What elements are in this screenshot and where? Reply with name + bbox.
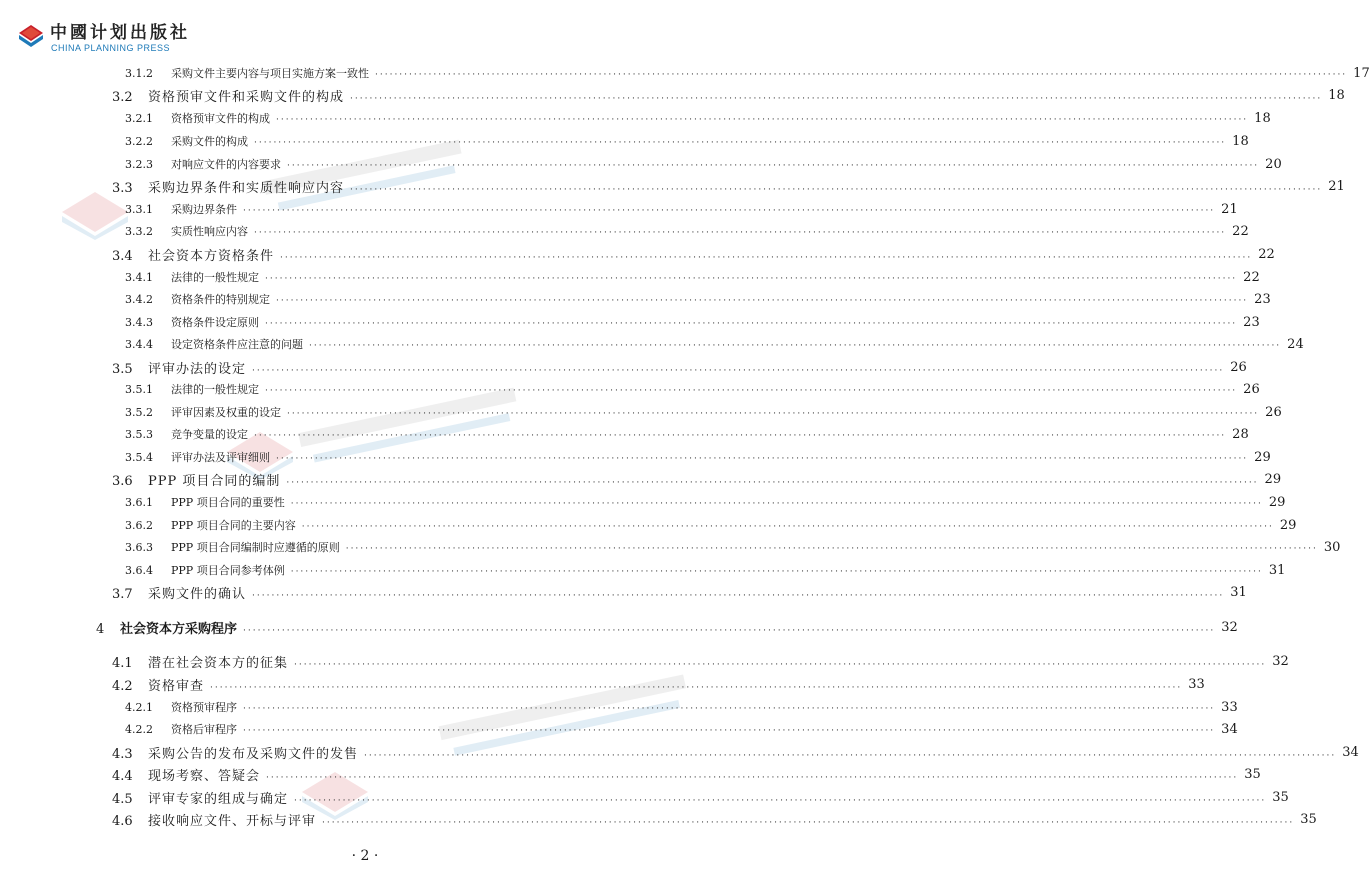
toc-entry[interactable] <box>0 763 1261 785</box>
toc-entry-title: 潜在社会资本方的征集 <box>148 655 289 671</box>
toc-entry[interactable] <box>0 536 1341 558</box>
toc-entry-page: 23 <box>1254 291 1271 307</box>
toc-entry-page: 32 <box>1221 619 1238 635</box>
toc-entry[interactable] <box>0 198 1238 220</box>
toc-entry-number: 3.6.1 <box>125 496 153 509</box>
toc-entry[interactable] <box>0 220 1249 242</box>
toc-entry[interactable] <box>0 333 1304 355</box>
toc-entry[interactable] <box>0 423 1249 445</box>
toc-entry[interactable] <box>0 446 1271 468</box>
toc-entry-page: 22 <box>1258 246 1275 262</box>
toc-entry-page: 29 <box>1264 471 1282 487</box>
toc-entry[interactable] <box>0 401 1282 423</box>
dot-leader: ········································································································································································································ <box>290 567 1263 577</box>
toc-entry[interactable] <box>0 786 1289 808</box>
dot-leader: ········································································································································································································ <box>286 477 1259 488</box>
dot-leader: ········································································································································································································ <box>243 726 1216 736</box>
toc-entry[interactable] <box>0 62 1370 84</box>
dot-leader: ········································································································································································································ <box>287 161 1260 171</box>
dot-leader: ········································································································································································································ <box>254 138 1227 148</box>
toc-entry-number: 3.4.2 <box>125 293 153 306</box>
toc-entry[interactable] <box>0 696 1238 718</box>
toc-entry-title: PPP 项目合同的主要内容 <box>171 519 296 532</box>
toc-entry-title: 评审专家的组成与确定 <box>148 791 289 807</box>
dot-leader: ········································································································································································································ <box>276 454 1249 464</box>
dot-leader: ········································································································································································································ <box>287 409 1260 419</box>
dot-leader: ········································································································································································································ <box>345 544 1318 554</box>
dot-leader: ········································································································································································································ <box>276 296 1249 306</box>
toc-entry-title: 采购边界条件和实质性响应内容 <box>148 180 345 196</box>
toc-entry-page: 32 <box>1272 653 1289 669</box>
toc-entry-page: 34 <box>1221 721 1238 737</box>
dot-leader: ········································································································································································································ <box>350 184 1323 195</box>
dot-leader: ········································································································································································································ <box>254 431 1227 441</box>
toc-entry[interactable] <box>0 288 1271 310</box>
toc-entry-title: 评审办法的设定 <box>148 361 247 377</box>
toc-entry-title: 资格审查 <box>148 678 205 694</box>
toc-entry-page: 33 <box>1188 676 1205 692</box>
page-number: · 2 · <box>351 848 379 864</box>
toc-entry-title: 采购公告的发布及采购文件的发售 <box>148 746 359 762</box>
toc-entry-title: 采购文件的确认 <box>148 586 247 602</box>
toc-entry-number: 3.3.2 <box>125 225 153 238</box>
dot-leader: ········································································································································································································ <box>294 795 1267 806</box>
toc-entry-title: PPP 项目合同的编制 <box>148 473 281 489</box>
toc-entry-title: 评审因素及权重的设定 <box>171 406 281 419</box>
toc-entry-number: 4.2.1 <box>125 701 153 714</box>
toc-entry-title: 资格预审程序 <box>171 701 237 714</box>
toc-entry[interactable] <box>0 673 1205 695</box>
toc-entry-page: 29 <box>1268 494 1286 510</box>
toc-entry-page: 31 <box>1268 562 1286 578</box>
toc-entry-page: 22 <box>1243 269 1260 285</box>
toc-entry-number: 3.7 <box>112 586 133 602</box>
toc-entry-page: 29 <box>1279 517 1297 533</box>
toc-entry[interactable] <box>0 491 1286 513</box>
toc-entry-number: 4.3 <box>112 746 133 762</box>
toc-entry[interactable] <box>0 130 1249 152</box>
toc-entry-title: 资格预审文件的构成 <box>171 112 270 125</box>
dot-leader: ········································································································································································································ <box>243 625 1216 636</box>
toc-entry-title: PPP 项目合同编制时应遵循的原则 <box>171 541 340 554</box>
toc-entry[interactable] <box>0 311 1260 333</box>
dot-leader: ········································································································································································································ <box>301 522 1274 532</box>
toc-entry[interactable] <box>0 559 1286 581</box>
toc-entry-title: 法律的一般性规定 <box>171 383 259 396</box>
toc-entry-title: 采购边界条件 <box>171 203 237 216</box>
toc-entry-page: 18 <box>1232 133 1249 149</box>
toc-entry-title: 接收响应文件、开标与评审 <box>148 813 317 829</box>
toc-entry[interactable] <box>0 741 1359 763</box>
toc-entry-number: 3.2.2 <box>125 135 153 148</box>
dot-leader: ········································································································································································································ <box>266 772 1239 783</box>
toc-entry-number: 3.4.3 <box>125 316 153 329</box>
toc-entry-page: 31 <box>1230 584 1247 600</box>
toc-entry-title: PPP 项目合同参考体例 <box>171 564 285 577</box>
toc-entry-number: 3.4 <box>112 248 133 264</box>
dot-leader: ········································································································································································································ <box>254 228 1227 238</box>
dot-leader: ········································································································································································································ <box>280 252 1253 263</box>
toc-entry-number: 3.5.3 <box>125 428 153 441</box>
toc-entry-number: 3.6.2 <box>125 519 153 532</box>
publisher-name-cn: 中國计划出版社 <box>50 23 190 43</box>
toc-entry-title: 实质性响应内容 <box>171 225 248 238</box>
toc-entry-number: 4.1 <box>112 655 133 671</box>
toc-entry-number: 4 <box>96 621 105 637</box>
toc-entry-page: 26 <box>1265 404 1282 420</box>
toc-entry-title: 采购文件主要内容与项目实施方案一致性 <box>171 67 369 80</box>
toc-entry-page: 26 <box>1230 359 1247 375</box>
toc-entry-title: 法律的一般性规定 <box>171 271 259 284</box>
publisher-name-en: CHINA PLANNING PRESS <box>51 43 171 53</box>
toc-entry-title: 资格后审程序 <box>171 723 237 736</box>
dot-leader: ········································································································································································································ <box>252 590 1225 601</box>
dot-leader: ········································································································································································································ <box>243 704 1216 714</box>
toc-entry[interactable] <box>0 514 1297 536</box>
dot-leader: ········································································································································································································ <box>265 274 1238 284</box>
toc-entry-page: 30 <box>1323 539 1341 555</box>
toc-entry-page: 20 <box>1265 156 1282 172</box>
dot-leader: ········································································································································································································ <box>309 341 1282 351</box>
toc-entry-title: 现场考察、答疑会 <box>148 768 261 784</box>
toc-entry-page: 28 <box>1232 426 1249 442</box>
toc-entry-number: 3.4.1 <box>125 271 153 284</box>
toc-entry[interactable] <box>0 468 1282 490</box>
toc-entry-page: 33 <box>1221 699 1238 715</box>
dot-leader: ········································································································································································································ <box>265 386 1238 396</box>
toc-entry[interactable] <box>0 718 1238 740</box>
toc-entry[interactable] <box>0 581 1247 603</box>
toc-entry-page: 21 <box>1221 201 1238 217</box>
toc-entry-title: 资格预审文件和采购文件的构成 <box>148 89 345 105</box>
toc-entry-page: 17 <box>1353 65 1370 81</box>
toc-entry-page: 22 <box>1232 223 1249 239</box>
toc-entry-page: 35 <box>1300 811 1317 827</box>
toc-entry-title: 资格条件设定原则 <box>171 316 259 329</box>
toc-entry[interactable] <box>0 175 1345 197</box>
toc-entry-number: 3.5.4 <box>125 451 153 464</box>
dot-leader: ········································································································································································································ <box>243 206 1216 216</box>
toc-entry-number: 3.1.2 <box>125 67 153 80</box>
dot-leader: ········································································································································································································ <box>294 659 1267 670</box>
toc-entry-title: PPP 项目合同的重要性 <box>171 496 285 509</box>
dot-leader: ········································································································································································································ <box>210 682 1183 693</box>
toc-entry-page: 23 <box>1243 314 1260 330</box>
toc-entry-title: 资格条件的特别规定 <box>171 293 270 306</box>
toc-entry-number: 4.6 <box>112 813 133 829</box>
toc-entry[interactable] <box>0 650 1289 672</box>
toc-entry-page: 18 <box>1254 110 1271 126</box>
toc-entry-number: 3.5.2 <box>125 406 153 419</box>
toc-entry-number: 4.2.2 <box>125 723 153 736</box>
toc-entry[interactable] <box>0 243 1275 265</box>
toc-entry[interactable] <box>0 84 1345 106</box>
dot-leader: ········································································································································································································ <box>322 817 1295 828</box>
toc-entry-number: 3.2.3 <box>125 158 153 171</box>
toc-entry-number: 3.2.1 <box>125 112 153 125</box>
dot-leader: ········································································································································································································ <box>375 70 1348 80</box>
dot-leader: ········································································································································································································ <box>276 115 1249 125</box>
toc-entry-page: 18 <box>1328 87 1345 103</box>
toc-entry-number: 3.3.1 <box>125 203 153 216</box>
toc-entry-number: 3.5 <box>112 361 133 377</box>
toc-entry-title: 采购文件的构成 <box>171 135 248 148</box>
toc-entry-title: 竞争变量的设定 <box>171 428 248 441</box>
toc-entry-title: 社会资本方资格条件 <box>148 248 275 264</box>
toc-entry[interactable] <box>0 616 1238 638</box>
toc-entry-page: 35 <box>1244 766 1261 782</box>
toc-entry-page: 21 <box>1328 178 1345 194</box>
toc-entry-page: 26 <box>1243 381 1260 397</box>
toc-entry-number: 4.4 <box>112 768 133 784</box>
toc-entry[interactable] <box>0 356 1247 378</box>
toc-entry-page: 29 <box>1254 449 1271 465</box>
toc-entry[interactable] <box>0 266 1260 288</box>
toc-entry-number: 3.4.4 <box>125 338 153 351</box>
page-header <box>18 14 258 58</box>
toc-entry-title: 社会资本方采购程序 <box>120 621 238 637</box>
toc-entry[interactable] <box>0 153 1282 175</box>
toc-entry-page: 24 <box>1287 336 1304 352</box>
toc-entry-number: 3.6.4 <box>125 564 153 577</box>
dot-leader: ········································································································································································································ <box>252 365 1225 376</box>
dot-leader: ········································································································································································································ <box>350 93 1323 104</box>
dot-leader: ········································································································································································································ <box>364 750 1337 761</box>
toc-entry-page: 35 <box>1272 789 1289 805</box>
toc-entry[interactable] <box>0 378 1260 400</box>
dot-leader: ········································································································································································································ <box>290 499 1263 509</box>
toc-entry-number: 4.2 <box>112 678 133 694</box>
dot-leader: ········································································································································································································ <box>265 319 1238 329</box>
toc-entry-page: 34 <box>1342 744 1359 760</box>
toc-entry-number: 3.5.1 <box>125 383 153 396</box>
publisher-logo-icon <box>18 24 44 50</box>
toc-entry-number: 3.6 <box>112 473 133 489</box>
toc-entry-title: 对响应文件的内容要求 <box>171 158 281 171</box>
toc-entry-number: 3.3 <box>112 180 133 196</box>
toc-entry[interactable] <box>0 107 1271 129</box>
toc-entry-title: 设定资格条件应注意的问题 <box>171 338 303 351</box>
toc-entry-number: 3.6.3 <box>125 541 153 554</box>
toc-entry[interactable] <box>0 808 1317 830</box>
toc-entry-number: 4.5 <box>112 791 133 807</box>
toc-entry-title: 评审办法及评审细则 <box>171 451 270 464</box>
toc-entry-number: 3.2 <box>112 89 133 105</box>
